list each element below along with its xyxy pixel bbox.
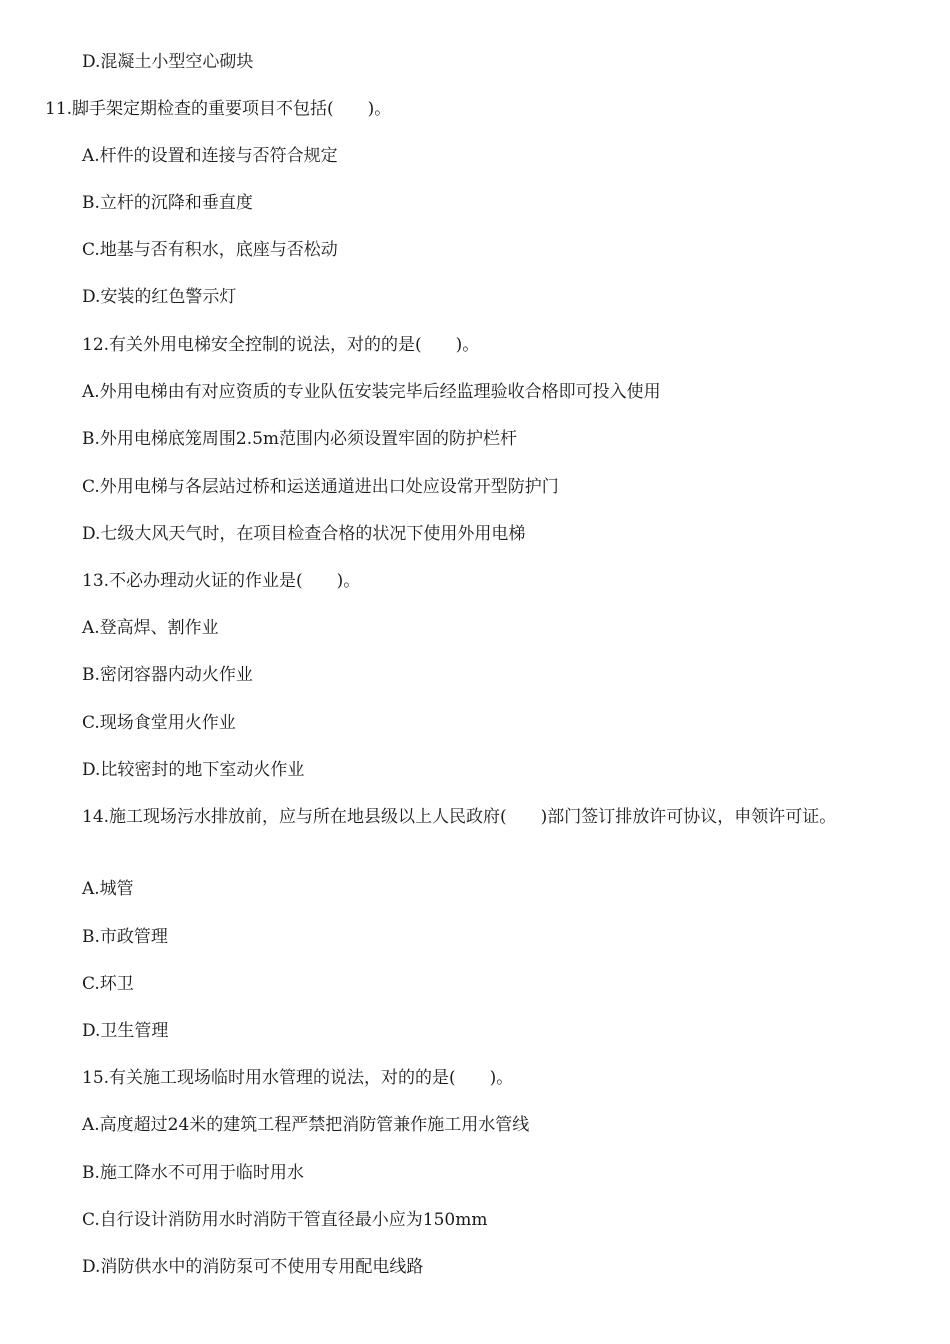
question-14-option-a: A.城管 bbox=[82, 879, 134, 899]
question-13-option-a: A.登高焊、割作业 bbox=[82, 618, 219, 638]
question-15-stem: 15.有关施工现场临时用水管理的说法，对的的是( )。 bbox=[82, 1068, 514, 1088]
question-14-option-c: C.环卫 bbox=[82, 974, 134, 994]
question-13-stem: 13.不必办理动火证的作业是( )。 bbox=[82, 571, 361, 591]
question-11-stem: 11.脚手架定期检查的重要项目不包括( )。 bbox=[45, 99, 392, 119]
question-14-option-d: D.卫生管理 bbox=[82, 1021, 169, 1041]
question-14-stem: 14.施工现场污水排放前，应与所在地县级以上人民政府( )部门签订排放许可协议，申领许可证。 bbox=[82, 807, 837, 827]
question-13-option-d: D.比较密封的地下室动火作业 bbox=[82, 760, 305, 780]
question-14-option-b: B.市政管理 bbox=[82, 927, 168, 947]
question-15-option-a: A.高度超过24米的建筑工程严禁把消防管兼作施工用水管线 bbox=[82, 1115, 530, 1135]
question-11-option-c: C.地基与否有积水，底座与否松动 bbox=[82, 240, 338, 260]
question-15-option-b: B.施工降水不可用于临时用水 bbox=[82, 1163, 304, 1183]
question-15-option-c: C.自行设计消防用水时消防干管直径最小应为150mm bbox=[82, 1210, 488, 1230]
option-d-prev: D.混凝土小型空心砌块 bbox=[82, 52, 254, 72]
question-12-option-b: B.外用电梯底笼周围2.5m范围内必须设置牢固的防护栏杆 bbox=[82, 429, 518, 449]
question-11-option-a: A.杆件的设置和连接与否符合规定 bbox=[82, 146, 338, 166]
question-12-option-d: D.七级大风天气时，在项目检查合格的状况下使用外用电梯 bbox=[82, 524, 526, 544]
question-13-option-b: B.密闭容器内动火作业 bbox=[82, 665, 253, 685]
question-12-option-a: A.外用电梯由有对应资质的专业队伍安装完毕后经监理验收合格即可投入使用 bbox=[82, 382, 661, 402]
question-11-option-d: D.安装的红色警示灯 bbox=[82, 287, 237, 307]
question-13-option-c: C.现场食堂用火作业 bbox=[82, 713, 236, 733]
question-11-option-b: B.立杆的沉降和垂直度 bbox=[82, 193, 253, 213]
question-15-option-d: D.消防供水中的消防泵可不使用专用配电线路 bbox=[82, 1257, 424, 1277]
question-12-stem: 12.有关外用电梯安全控制的说法，对的的是( )。 bbox=[82, 335, 480, 355]
question-12-option-c: C.外用电梯与各层站过桥和运送通道进出口处应设常开型防护门 bbox=[82, 477, 559, 497]
